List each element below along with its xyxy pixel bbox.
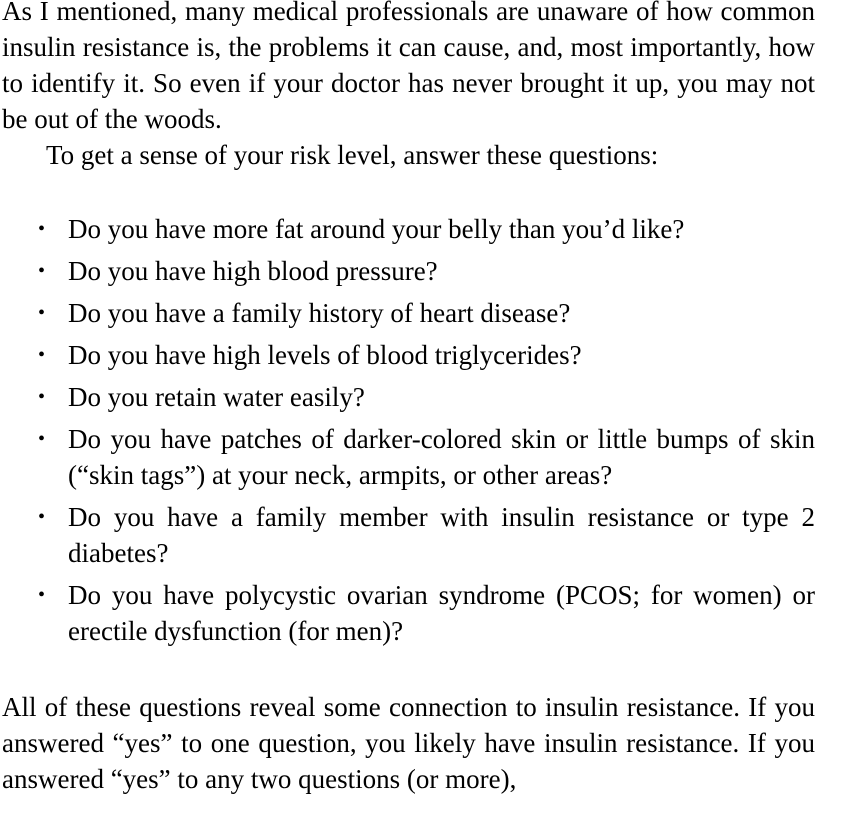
bullet-icon: • xyxy=(38,506,46,528)
question-text: Do you have polycystic ovarian syndrome (PCOS; for women) or erectile dysfunction (for men)? xyxy=(68,580,815,646)
bullet-icon: • xyxy=(38,584,46,606)
question-text: Do you have high blood pressure? xyxy=(68,256,438,286)
list-item xyxy=(2,337,815,373)
bullet-icon: • xyxy=(38,344,46,366)
bullet-icon: • xyxy=(38,302,46,324)
bullet-icon: • xyxy=(38,260,46,282)
bullet-icon: • xyxy=(38,218,46,240)
question-list xyxy=(2,211,815,649)
question-text: Do you have a family member with insulin resistance or type 2 diabetes? xyxy=(68,502,815,568)
bullet-icon: • xyxy=(38,386,46,408)
list-item xyxy=(2,295,815,331)
list-item xyxy=(2,421,815,493)
question-text: Do you have patches of darker-colored skin or little bumps of skin (“skin tags”) at your neck, armpits, or other areas? xyxy=(68,424,815,490)
question-text: Do you have more fat around your belly than you’d like? xyxy=(68,214,685,244)
question-text: Do you have a family history of heart disease? xyxy=(68,298,571,328)
lead-in-paragraph: To get a sense of your risk level, answer these questions: xyxy=(46,140,659,170)
list-item xyxy=(2,253,815,289)
list-item xyxy=(2,211,815,247)
question-text: Do you have high levels of blood triglycerides? xyxy=(68,340,582,370)
bullet-icon: • xyxy=(38,428,46,450)
closing-paragraph: All of these questions reveal some connection to insulin resistance. If you answered “yes” to one question, you likely have insulin resistance. If you answered “yes” to any two questions (or more), xyxy=(2,692,815,794)
list-item xyxy=(2,499,815,571)
document-page xyxy=(2,0,815,797)
list-item xyxy=(2,379,815,415)
list-item xyxy=(2,577,815,649)
question-text: Do you retain water easily? xyxy=(68,382,365,412)
intro-paragraph: As I mentioned, many medical professionals are unaware of how common insulin resistance is, the problems it can cause, and, most importantly, how to identify it. So even if your doctor has never brought it up, you may not be out of the woods. xyxy=(2,0,815,134)
